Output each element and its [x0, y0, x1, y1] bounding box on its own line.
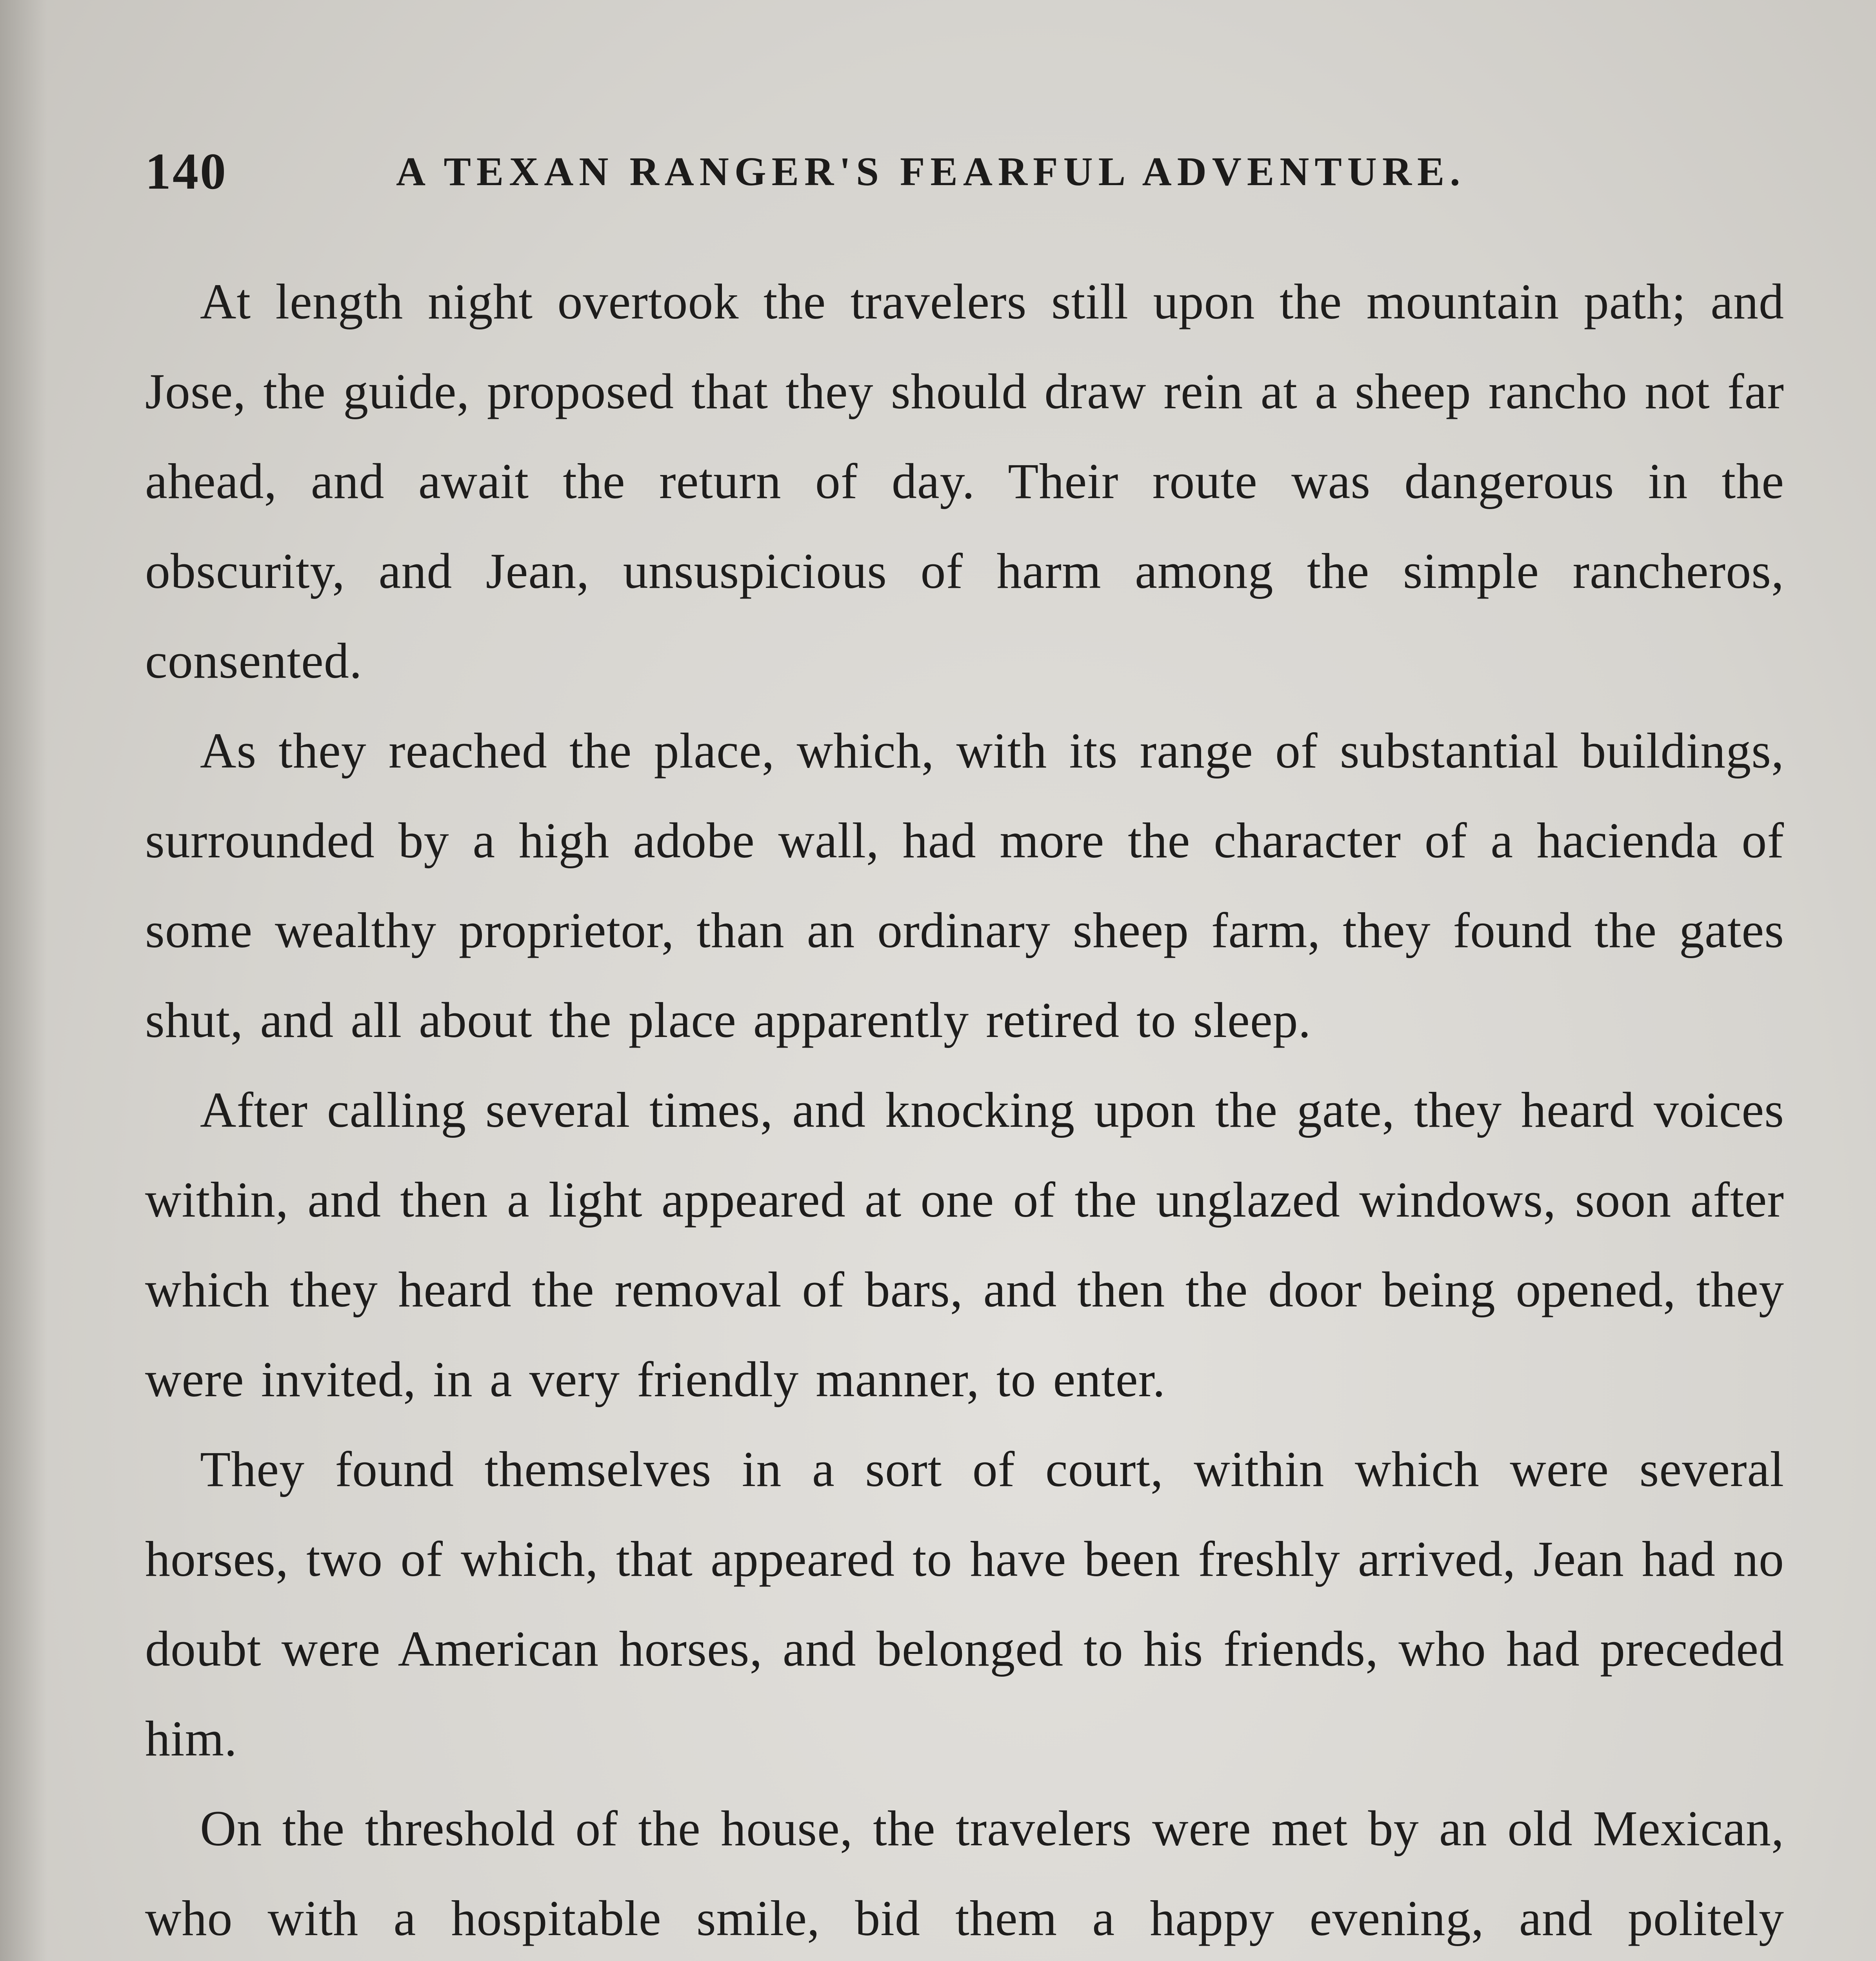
page-number: 140 [145, 142, 227, 200]
paragraph: As they reached the place, which, with its range of substantial buildings, surrounded by a high adobe wall, had more the character of a hacienda of some wealthy proprietor, than an ordinary sheep farm, they found the gates shut, and all about the place apparently retired to sleep. [145, 723, 1784, 1048]
paragraph: At length night overtook the travelers still upon the mountain path; and Jose, the guide, proposed that they should draw rein at a sheep rancho not far ahead, and await the return of day. Their route was dangerous in the obscurity, and Jean, unsuspicious of harm among the simple rancheros, consented. [145, 274, 1784, 689]
body-text [145, 257, 1784, 1961]
paragraph: They found themselves in a sort of court, within which were several horses, two of which, that appeared to have been freshly arrived, Jean had no doubt were American horses, and belonged to his friends, who had preceded him. [145, 1441, 1784, 1766]
page-header [145, 141, 1792, 220]
running-head: A TEXAN RANGER'S FEARFUL ADVENTURE. [396, 149, 1466, 194]
paragraph: After calling several times, and knocking upon the gate, they heard voices within, and then a light appeared at one of the unglazed windows, soon after which they heard the removal of bars, and then the door being opened, they were invited, in a very friendly manner, to enter. [145, 1082, 1784, 1407]
gutter-shadow [0, 0, 47, 1961]
paragraph: On the threshold of the house, the travelers were met by an old Mexican, who with a hospitable smile, bid them a happy evening, and politely [145, 1801, 1784, 1946]
